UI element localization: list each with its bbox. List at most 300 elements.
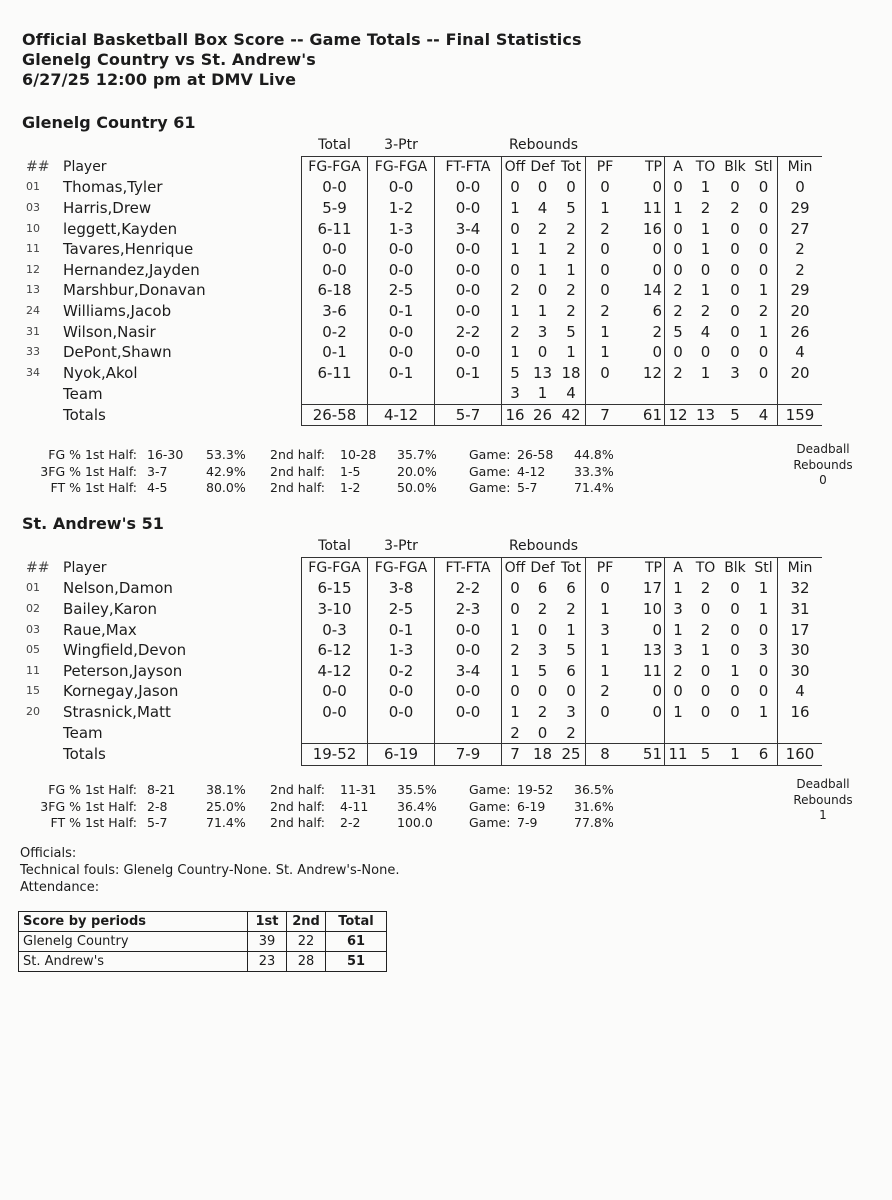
stat-tot: 6 [566, 579, 576, 598]
col-a: A [665, 557, 692, 578]
col-to: TO [691, 156, 720, 177]
stat-a: 5 [665, 321, 692, 342]
stat-tot: 2 [566, 600, 576, 619]
pct-label: FG % 1st Half: [48, 447, 137, 462]
player-number: 11 [26, 663, 40, 677]
total-def: 18 [528, 743, 557, 765]
stat-to: 0 [700, 260, 711, 279]
stat-fg: 3-6 [302, 301, 368, 322]
pct-h2: 1-5 [340, 463, 361, 479]
stat-to: 1 [700, 281, 711, 300]
stat-a: 1 [665, 578, 692, 599]
stat-min: 2 [778, 239, 823, 260]
pct-h2: 4-11 [340, 798, 369, 814]
pct-h1p: 53.3% [206, 447, 246, 462]
player-name: Harris,Drew [63, 199, 152, 218]
col-off: Off [502, 557, 529, 578]
stat-def: 3 [537, 322, 548, 341]
stat-fg: 0-0 [302, 177, 368, 198]
team-label: Team [63, 723, 103, 742]
player-row [20, 640, 822, 661]
stat-a: 2 [665, 301, 692, 322]
stat-blk: 0 [730, 302, 740, 321]
stat-ft: 0-0 [435, 681, 502, 702]
pct-l2: 2nd half: [270, 480, 326, 495]
total-off: 16 [502, 404, 529, 426]
score-by-periods [18, 911, 387, 972]
player-row [20, 681, 822, 702]
player-number: 01 [26, 180, 40, 194]
period-total-score: 51 [326, 952, 387, 972]
stat-pf: 1 [586, 321, 625, 342]
team-stat-pf [586, 383, 625, 404]
player-number: 01 [26, 581, 40, 595]
group-rebounds-label: Rebounds [508, 137, 579, 154]
player-name: Wilson,Nasir [63, 322, 156, 341]
deadball-value: 0 [819, 473, 827, 487]
col-pf: PF [586, 156, 625, 177]
stat-fg: 0-0 [302, 702, 368, 723]
team-stat-tot: 4 [566, 384, 576, 403]
stat-tp3: 0-0 [368, 681, 435, 702]
stat-ft: 0-0 [435, 640, 502, 661]
totals-number [20, 404, 59, 426]
pct-l2: 2nd half: [270, 463, 326, 479]
stat-tot: 1 [566, 620, 576, 639]
stat-def: 4 [537, 199, 548, 218]
stat-tp: 17 [642, 579, 662, 598]
stat-stl: 0 [758, 661, 769, 680]
stat-def: 13 [532, 363, 553, 382]
stat-tp: 0 [652, 620, 662, 639]
player-number: 24 [26, 304, 40, 318]
column-header-row [20, 156, 822, 177]
team-stat-stl [750, 722, 778, 743]
stat-tp3: 2-5 [368, 599, 435, 620]
stat-pf: 2 [586, 218, 625, 239]
stat-stl: 0 [758, 620, 769, 639]
deadball-rebounds-st-andrews [778, 777, 868, 824]
stat-a: 0 [665, 260, 692, 281]
stat-a: 1 [665, 702, 692, 723]
stat-a: 0 [665, 218, 692, 239]
player-number: 03 [26, 622, 40, 636]
stat-min: 31 [778, 599, 823, 620]
stat-off: 1 [502, 619, 529, 640]
stat-tp3: 0-0 [368, 342, 435, 363]
player-row [20, 198, 822, 219]
total-def: 26 [528, 404, 557, 426]
col-ft: FT-FTA [435, 557, 502, 578]
col-3p: FG-FGA [368, 557, 435, 578]
col-stl: Stl [750, 156, 778, 177]
stat-blk: 0 [730, 281, 740, 300]
total-tp: 61 [624, 404, 665, 426]
pct-h2: 1-2 [340, 480, 361, 495]
deadball-value: 1 [819, 808, 827, 822]
stat-pf: 0 [586, 363, 625, 384]
player-name: Strasnick,Matt [63, 703, 171, 722]
stat-ft: 0-0 [435, 342, 502, 363]
periods-header [19, 912, 387, 932]
pct-h1p: 25.0% [206, 798, 246, 814]
game-notes [20, 845, 399, 896]
pct-lg: Game: [469, 798, 511, 814]
column-group-header [20, 135, 822, 156]
player-number: 03 [26, 201, 40, 215]
player-name: DePont,Shawn [63, 343, 172, 362]
pct-l2: 2nd half: [270, 447, 326, 462]
stat-tp3: 0-2 [368, 661, 435, 682]
col-number: ## [26, 559, 50, 576]
col-player: Player [63, 559, 107, 576]
stat-tp3: 0-1 [368, 619, 435, 640]
pct-lg: Game: [469, 480, 511, 495]
team-number [20, 722, 59, 743]
total-blk: 5 [720, 404, 750, 426]
col-min: Min [778, 156, 823, 177]
total-stl: 6 [750, 743, 778, 765]
total-ft: 5-7 [435, 404, 502, 426]
stat-tp3: 0-1 [368, 363, 435, 384]
stat-to: 1 [700, 240, 711, 259]
periods-row [19, 932, 387, 952]
stat-fg: 3-10 [302, 599, 368, 620]
report-header [22, 30, 582, 90]
pct-h2: 10-28 [340, 447, 377, 462]
stat-ft: 0-0 [435, 619, 502, 640]
stat-fg: 4-12 [302, 661, 368, 682]
col-blk: Blk [720, 156, 750, 177]
period-total-score: 61 [326, 932, 387, 952]
stat-to: 2 [700, 620, 711, 639]
stat-def: 3 [537, 641, 548, 660]
stat-stl: 0 [758, 199, 769, 218]
stat-a: 2 [665, 363, 692, 384]
team-label: Team [63, 384, 103, 403]
totals-number [20, 743, 59, 765]
rebounds-label: Rebounds [793, 792, 853, 807]
player-row [20, 599, 822, 620]
pct-label: 3FG % 1st Half: [40, 463, 137, 479]
pct-h2p: 20.0% [397, 463, 437, 479]
stat-off: 0 [502, 599, 529, 620]
pct-label: FT % 1st Half: [50, 815, 137, 830]
stat-tp: 11 [642, 199, 662, 218]
pct-gp: 33.3% [574, 463, 614, 479]
team-stat-tot: 2 [566, 723, 576, 742]
player-name: Peterson,Jayson [63, 661, 183, 680]
stat-tp: 0 [652, 240, 662, 259]
stat-ft: 0-0 [435, 177, 502, 198]
stat-to: 0 [700, 682, 711, 701]
stat-def: 6 [537, 579, 548, 598]
totals-label: Totals [63, 745, 106, 764]
stat-min: 17 [778, 619, 823, 640]
stat-stl: 1 [758, 579, 769, 598]
stat-off: 0 [502, 578, 529, 599]
stat-blk: 1 [730, 661, 740, 680]
stat-blk: 0 [730, 240, 740, 259]
player-name: Nyok,Akol [63, 363, 138, 382]
pct-h2p: 50.0% [397, 480, 437, 495]
stat-a: 2 [665, 661, 692, 682]
stat-off: 1 [502, 301, 529, 322]
deadball-label: Deadball [796, 777, 850, 791]
stat-min: 26 [778, 321, 823, 342]
stat-a: 3 [665, 599, 692, 620]
stat-to: 1 [700, 178, 711, 197]
stat-tot: 2 [566, 219, 576, 238]
team-stat-blk [720, 383, 750, 404]
team-stat-off: 2 [502, 722, 529, 743]
player-row [20, 280, 822, 301]
stat-fg: 0-0 [302, 260, 368, 281]
period-2-label: 2nd [287, 912, 326, 932]
totals-row [20, 404, 822, 426]
stat-ft: 0-0 [435, 198, 502, 219]
team-stat-tp3 [368, 383, 435, 404]
period-1-score: 23 [248, 952, 287, 972]
stat-stl: 0 [758, 682, 769, 701]
player-row [20, 342, 822, 363]
period-2-score: 22 [287, 932, 326, 952]
rebounds-label: Rebounds [793, 457, 853, 472]
player-number: 13 [26, 283, 40, 297]
total-min: 159 [778, 404, 823, 426]
stat-a: 1 [665, 198, 692, 219]
team-stat-tp [624, 383, 665, 404]
totals-label: Totals [63, 406, 106, 425]
team-stat-pf [586, 722, 625, 743]
group-rebounds-label: Rebounds [508, 538, 579, 555]
player-row [20, 177, 822, 198]
stat-to: 2 [700, 302, 711, 321]
pct-h1: 8-21 [147, 782, 176, 797]
stat-tp: 13 [642, 641, 662, 660]
team-stat-min [778, 383, 823, 404]
stat-min: 4 [778, 681, 823, 702]
stat-tp: 6 [652, 302, 662, 321]
player-row [20, 363, 822, 384]
stat-a: 1 [665, 619, 692, 640]
stat-min: 32 [778, 578, 823, 599]
stat-tp3: 1-2 [368, 198, 435, 219]
stat-blk: 0 [730, 682, 740, 701]
pct-gp: 31.6% [574, 798, 614, 814]
stat-blk: 0 [730, 600, 740, 619]
total-pf: 7 [586, 404, 625, 426]
stat-pf: 1 [586, 661, 625, 682]
col-number: ## [26, 158, 50, 175]
stat-off: 1 [502, 661, 529, 682]
stat-tot: 5 [566, 322, 576, 341]
stat-off: 0 [502, 260, 529, 281]
total-to: 5 [691, 743, 720, 765]
team-stat-ft [435, 722, 502, 743]
deadball-rebounds-glenelg [778, 442, 868, 489]
stat-ft: 2-2 [435, 321, 502, 342]
stat-to: 2 [700, 199, 711, 218]
stat-a: 0 [665, 239, 692, 260]
stat-def: 2 [537, 703, 548, 722]
stat-tp3: 0-0 [368, 702, 435, 723]
col-pf: PF [586, 557, 625, 578]
periods-label: Score by periods [19, 912, 248, 932]
player-name: leggett,Kayden [63, 219, 178, 238]
pct-h2p: 100.0 [397, 815, 433, 830]
stat-off: 2 [502, 321, 529, 342]
stat-fg: 0-2 [302, 321, 368, 342]
pct-l2: 2nd half: [270, 798, 326, 814]
stat-def: 1 [537, 240, 548, 259]
pct-h2p: 35.7% [397, 447, 437, 462]
player-number: 11 [26, 242, 40, 256]
team-title-st-andrews: St. Andrew's 51 [22, 514, 164, 533]
stat-def: 0 [537, 178, 548, 197]
stat-ft: 0-0 [435, 301, 502, 322]
stat-pf: 1 [586, 198, 625, 219]
col-to: TO [691, 557, 720, 578]
total-fg: 19-52 [302, 743, 368, 765]
stat-to: 0 [700, 661, 711, 680]
stat-tp: 0 [652, 260, 662, 279]
stat-tot: 18 [561, 363, 581, 382]
stat-tp: 0 [652, 343, 662, 362]
stat-pf: 1 [586, 599, 625, 620]
stat-tp: 12 [642, 363, 662, 382]
total-fg: 26-58 [302, 404, 368, 426]
stat-tp: 16 [642, 219, 662, 238]
stat-blk: 0 [730, 343, 740, 362]
stat-tot: 0 [566, 178, 576, 197]
team-title-glenelg: Glenelg Country 61 [22, 113, 196, 132]
game-date-venue: 6/27/25 12:00 pm at DMV Live [22, 70, 297, 89]
stat-blk: 3 [730, 363, 740, 382]
stat-to: 2 [700, 579, 711, 598]
player-row [20, 218, 822, 239]
col-3p: FG-FGA [368, 156, 435, 177]
pct-label: FG % 1st Half: [48, 782, 137, 797]
stat-blk: 0 [730, 178, 740, 197]
stat-pf: 0 [586, 260, 625, 281]
group-3ptr-label: 3-Ptr [384, 137, 418, 154]
stat-def: 0 [537, 343, 548, 362]
stat-ft: 3-4 [435, 661, 502, 682]
player-name: Williams,Jacob [63, 302, 172, 321]
pct-label: 3FG % 1st Half: [40, 798, 137, 814]
stat-stl: 0 [758, 219, 769, 238]
stat-tp: 14 [642, 281, 662, 300]
stat-a: 0 [665, 681, 692, 702]
pct-g: 4-12 [517, 463, 546, 479]
col-off: Off [502, 156, 529, 177]
player-row [20, 702, 822, 723]
player-name: Hernandez,Jayden [63, 260, 200, 279]
total-tp3: 6-19 [368, 743, 435, 765]
stat-tp3: 0-0 [368, 321, 435, 342]
stat-tot: 5 [566, 199, 576, 218]
stat-off: 2 [502, 640, 529, 661]
player-name: Marshbur,Donavan [63, 281, 206, 300]
stat-tp3: 2-5 [368, 280, 435, 301]
period-2-score: 28 [287, 952, 326, 972]
stat-tp3: 1-3 [368, 640, 435, 661]
pct-gp: 71.4% [574, 480, 614, 495]
group-total-label: Total [318, 538, 351, 555]
team-stat-tp [624, 722, 665, 743]
stat-blk: 0 [730, 703, 740, 722]
stat-stl: 0 [758, 343, 769, 362]
stat-to: 0 [700, 703, 711, 722]
pct-h2: 2-2 [340, 815, 361, 830]
stat-tp3: 0-1 [368, 301, 435, 322]
player-name: Kornegay,Jason [63, 682, 179, 701]
stat-tot: 3 [566, 703, 576, 722]
stat-fg: 6-11 [302, 218, 368, 239]
pct-g: 6-19 [517, 798, 546, 814]
stat-fg: 6-18 [302, 280, 368, 301]
stat-min: 20 [778, 363, 823, 384]
player-name: Raue,Max [63, 620, 137, 639]
pct-lg: Game: [469, 447, 511, 462]
pct-g: 5-7 [517, 480, 538, 495]
stat-tp: 0 [652, 703, 662, 722]
stat-stl: 1 [758, 703, 769, 722]
pct-h2p: 35.5% [397, 782, 437, 797]
stat-tp: 0 [652, 682, 662, 701]
stat-def: 5 [537, 661, 548, 680]
stat-min: 16 [778, 702, 823, 723]
stat-fg: 0-0 [302, 681, 368, 702]
stat-stl: 3 [758, 641, 769, 660]
stat-tot: 6 [566, 661, 576, 680]
stat-stl: 0 [758, 363, 769, 382]
stat-ft: 0-1 [435, 363, 502, 384]
period-total-label: Total [326, 912, 387, 932]
player-number: 20 [26, 705, 40, 719]
stat-pf: 1 [586, 342, 625, 363]
stat-tot: 1 [566, 260, 576, 279]
pct-g: 26-58 [517, 447, 554, 462]
total-min: 160 [778, 743, 823, 765]
box-score-table-glenelg [20, 135, 822, 426]
stat-to: 0 [700, 600, 711, 619]
col-def: Def [528, 156, 557, 177]
stat-off: 1 [502, 198, 529, 219]
stat-off: 1 [502, 342, 529, 363]
stat-fg: 6-15 [302, 578, 368, 599]
player-number: 15 [26, 684, 40, 698]
stat-tp3: 3-8 [368, 578, 435, 599]
col-stl: Stl [750, 557, 778, 578]
pct-gp: 36.5% [574, 782, 614, 797]
stat-tp3: 0-0 [368, 260, 435, 281]
player-number: 02 [26, 602, 40, 616]
stat-stl: 1 [758, 281, 769, 300]
stat-blk: 0 [730, 641, 740, 660]
stat-pf: 3 [586, 619, 625, 640]
stat-min: 0 [778, 177, 823, 198]
col-min: Min [778, 557, 823, 578]
team-stat-to [691, 383, 720, 404]
stat-blk: 0 [730, 219, 740, 238]
stat-pf: 2 [586, 301, 625, 322]
deadball-label: Deadball [796, 442, 850, 456]
stat-tp: 10 [642, 600, 662, 619]
matchup: Glenelg Country vs St. Andrew's [22, 50, 316, 69]
team-rebounds-row [20, 722, 822, 743]
